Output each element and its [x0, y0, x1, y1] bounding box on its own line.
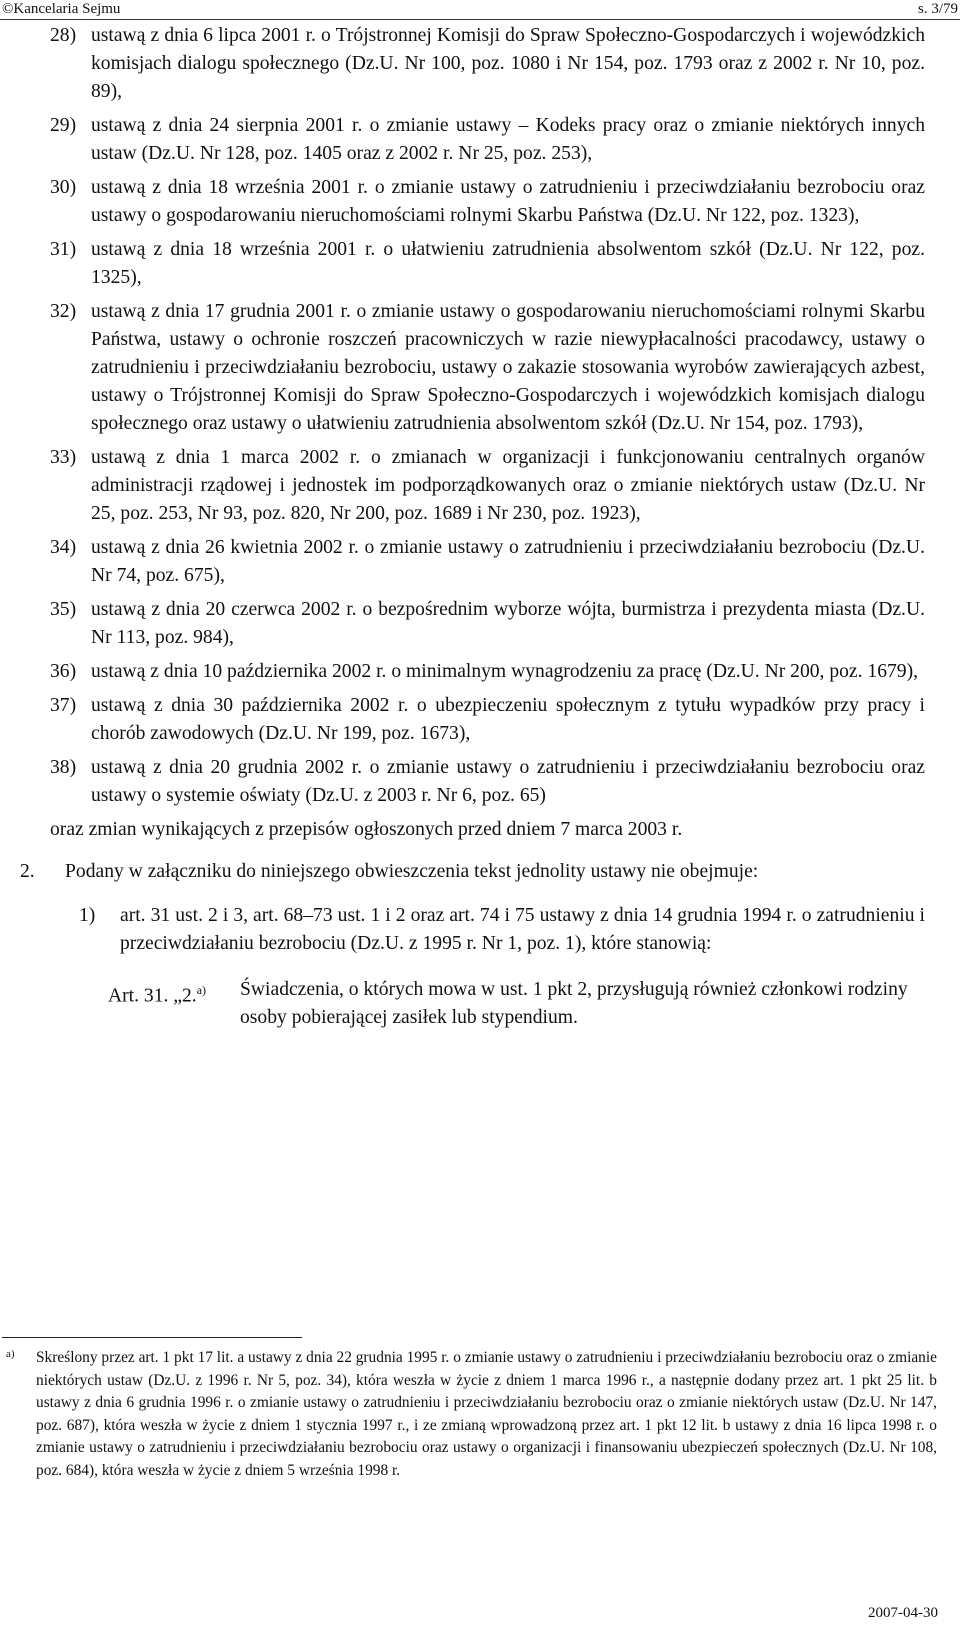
item-text: ustawą z dnia 1 marca 2002 r. o zmianach w organizacji i funkcjonowaniu centralnych organów administracji rządowej i jednostek im podporządkowanych oraz o zmianie niektórych ustaw (Dz.U. Nr 25, poz. 253, Nr 93, poz. 820, Nr 200, poz. 1689 i Nr 230, poz. 1923),: [91, 447, 925, 524]
article-quote: [0, 976, 925, 1032]
list-item: [0, 534, 925, 590]
item-text: ustawą z dnia 17 grudnia 2001 r. o zmianie ustawy o gospodarowaniu nieruchomościami rolnymi Skarbu Państwa, ustawy o ochronie roszczeń pracowniczych w razie niewypłacalności pracodawcy, ustawy o zatrudnieniu i przeciwdziałaniu bezrobociu, ustawy o zakazie stosowania wyrobów zawierających azbest, ustawy o Trójstronnej Komisji do Spraw Społeczno-Gospodarczych i wojewódzkich komisjach dialogu społecznego oraz ustawy o ułatwieniu zatrudnienia absolwentom szkół (Dz.U. Nr 154, poz. 1793),: [91, 301, 925, 434]
footnote-mark: a): [6, 1348, 15, 1360]
footnote-ref: a): [196, 983, 207, 997]
item-number: 31): [50, 239, 77, 260]
publisher-label: ©Kancelaria Sejmu: [2, 1, 121, 17]
article-label: Art. 31. „2.$^{a)}$: [108, 983, 207, 1007]
item-text: ustawą z dnia 30 października 2002 r. o ubezpieczeniu społecznym z tytułu wypadków przy pracy i chorób zawodowych (Dz.U. Nr 199, poz. 1673),: [91, 695, 925, 744]
item-text: ustawą z dnia 18 września 2001 r. o ułatwieniu zatrudnienia absolwentom szkół (Dz.U. Nr 122, poz. 1325),: [91, 239, 925, 288]
item-number: 35): [50, 599, 77, 620]
item-number: 32): [50, 301, 77, 322]
section-number: 2.: [20, 861, 35, 882]
list-item: [0, 236, 925, 292]
article-text: Świadczenia, o których mowa w ust. 1 pkt 2, przysługują również członkowi rodziny osoby pobierającej zasiłek lub stypendium.: [240, 979, 908, 1028]
item-number: 30): [50, 177, 77, 198]
item-number: 36): [50, 661, 77, 682]
footnote-text: Skreślony przez art. 1 pkt 17 lit. a ustawy z dnia 22 grudnia 1995 r. o zmianie ustawy o zatrudnieniu i przeciwdziałaniu bezrobociu oraz o zmianie niektórych ustaw (Dz.U. z 1996 r. Nr 5, poz. 34), która weszła w życie z dniem 1 marca 1996 r., a następnie dodany przez art. 1 pkt 25 lit. b ustawy z dnia 6 grudnia 1996 r. o zmianie ustawy o zatrudnieniu i przeciwdziałaniu bezrobociu oraz o zmianie niektórych ustaw (Dz.U. Nr 147, poz. 687), która weszła w życie z dniem 1 stycznia 1997 r., i ze zmianą wprowadzoną przez art. 1 pkt 12 lit. b ustawy z dnia 16 lipca 1998 r. o zmianie ustawy o zatrudnieniu i przeciwdziałaniu bezrobociu oraz ustawy o organizacji i finansowaniu ubezpieczeń społecznych (Dz.U. Nr 108, poz. 684), która weszła w życie z dniem 5 września 1998 r.: [36, 1349, 937, 1479]
item-number: 34): [50, 537, 77, 558]
list-item: [0, 692, 925, 748]
item-text: ustawą z dnia 20 czerwca 2002 r. o bezpośrednim wyborze wójta, burmistrza i prezydenta miasta (Dz.U. Nr 113, poz. 984),: [91, 599, 925, 648]
footnote-divider: [2, 1337, 302, 1338]
subsection-1: [0, 902, 925, 958]
page-number: s. 3/79: [917, 1, 958, 17]
list-item: [0, 174, 925, 230]
section-text: Podany w załączniku do niniejszego obwieszczenia tekst jednolity ustawy nie obejmuje:: [65, 861, 759, 882]
item-text: ustawą z dnia 26 kwietnia 2002 r. o zmianie ustawy o zatrudnieniu i przeciwdziałaniu bezrobociu (Dz.U. Nr 74, poz. 675),: [91, 537, 925, 586]
item-number: 38): [50, 757, 77, 778]
list-item: [0, 596, 925, 652]
item-number: 28): [50, 25, 77, 46]
list-item: [0, 298, 925, 438]
subsection-text: art. 31 ust. 2 i 3, art. 68–73 ust. 1 i 2 oraz art. 74 i 75 ustawy z dnia 14 grudnia 1994 r. o zatrudnieniu i przeciwdziałaniu bezrobociu (Dz.U. z 1995 r. Nr 1, poz. 1), które stanowią:: [120, 905, 925, 954]
item-number: 29): [50, 115, 77, 136]
list-item: [0, 444, 925, 528]
document-date: 2007-04-30: [868, 1605, 938, 1621]
list-item: [0, 754, 925, 810]
footnote: [2, 1347, 937, 1483]
item-text: ustawą z dnia 18 września 2001 r. o zmianie ustawy o zatrudnieniu i przeciwdziałaniu bezrobociu oraz ustawy o gospodarowaniu nieruchomościami rolnymi Skarbu Państwa (Dz.U. Nr 122, poz. 1323),: [91, 177, 925, 226]
closing-sentence: oraz zmian wynikających z przepisów ogłoszonych przed dniem 7 marca 2003 r.: [50, 819, 683, 840]
list-item: [0, 658, 925, 686]
document-body: [0, 22, 960, 1032]
item-number: 33): [50, 447, 77, 468]
list-item: [0, 112, 925, 168]
subsection-number: 1): [79, 905, 96, 926]
header-divider: [0, 19, 960, 20]
item-number: 37): [50, 695, 77, 716]
list-item: [0, 22, 925, 106]
item-text: ustawą z dnia 6 lipca 2001 r. o Trójstronnej Komisji do Spraw Społeczno-Gospodarczych i wojewódzkich komisjach dialogu społecznego (Dz.U. Nr 100, poz. 1080 i Nr 154, poz. 1793 oraz z 2002 r. Nr 10, poz. 89),: [91, 25, 925, 102]
item-text: ustawą z dnia 10 października 2002 r. o minimalnym wynagrodzeniu za pracę (Dz.U. Nr 200, poz. 1679),: [91, 661, 919, 682]
section-2: [0, 858, 925, 886]
item-text: ustawą z dnia 20 grudnia 2002 r. o zmianie ustawy o zatrudnieniu i przeciwdziałaniu bezrobociu oraz ustawy o systemie oświaty (Dz.U. z 2003 r. Nr 6, poz. 65): [91, 757, 925, 806]
item-text: ustawą z dnia 24 sierpnia 2001 r. o zmianie ustawy – Kodeks pracy oraz o zmianie niektórych innych ustaw (Dz.U. Nr 128, poz. 1405 oraz z 2002 r. Nr 25, poz. 253),: [91, 115, 925, 164]
